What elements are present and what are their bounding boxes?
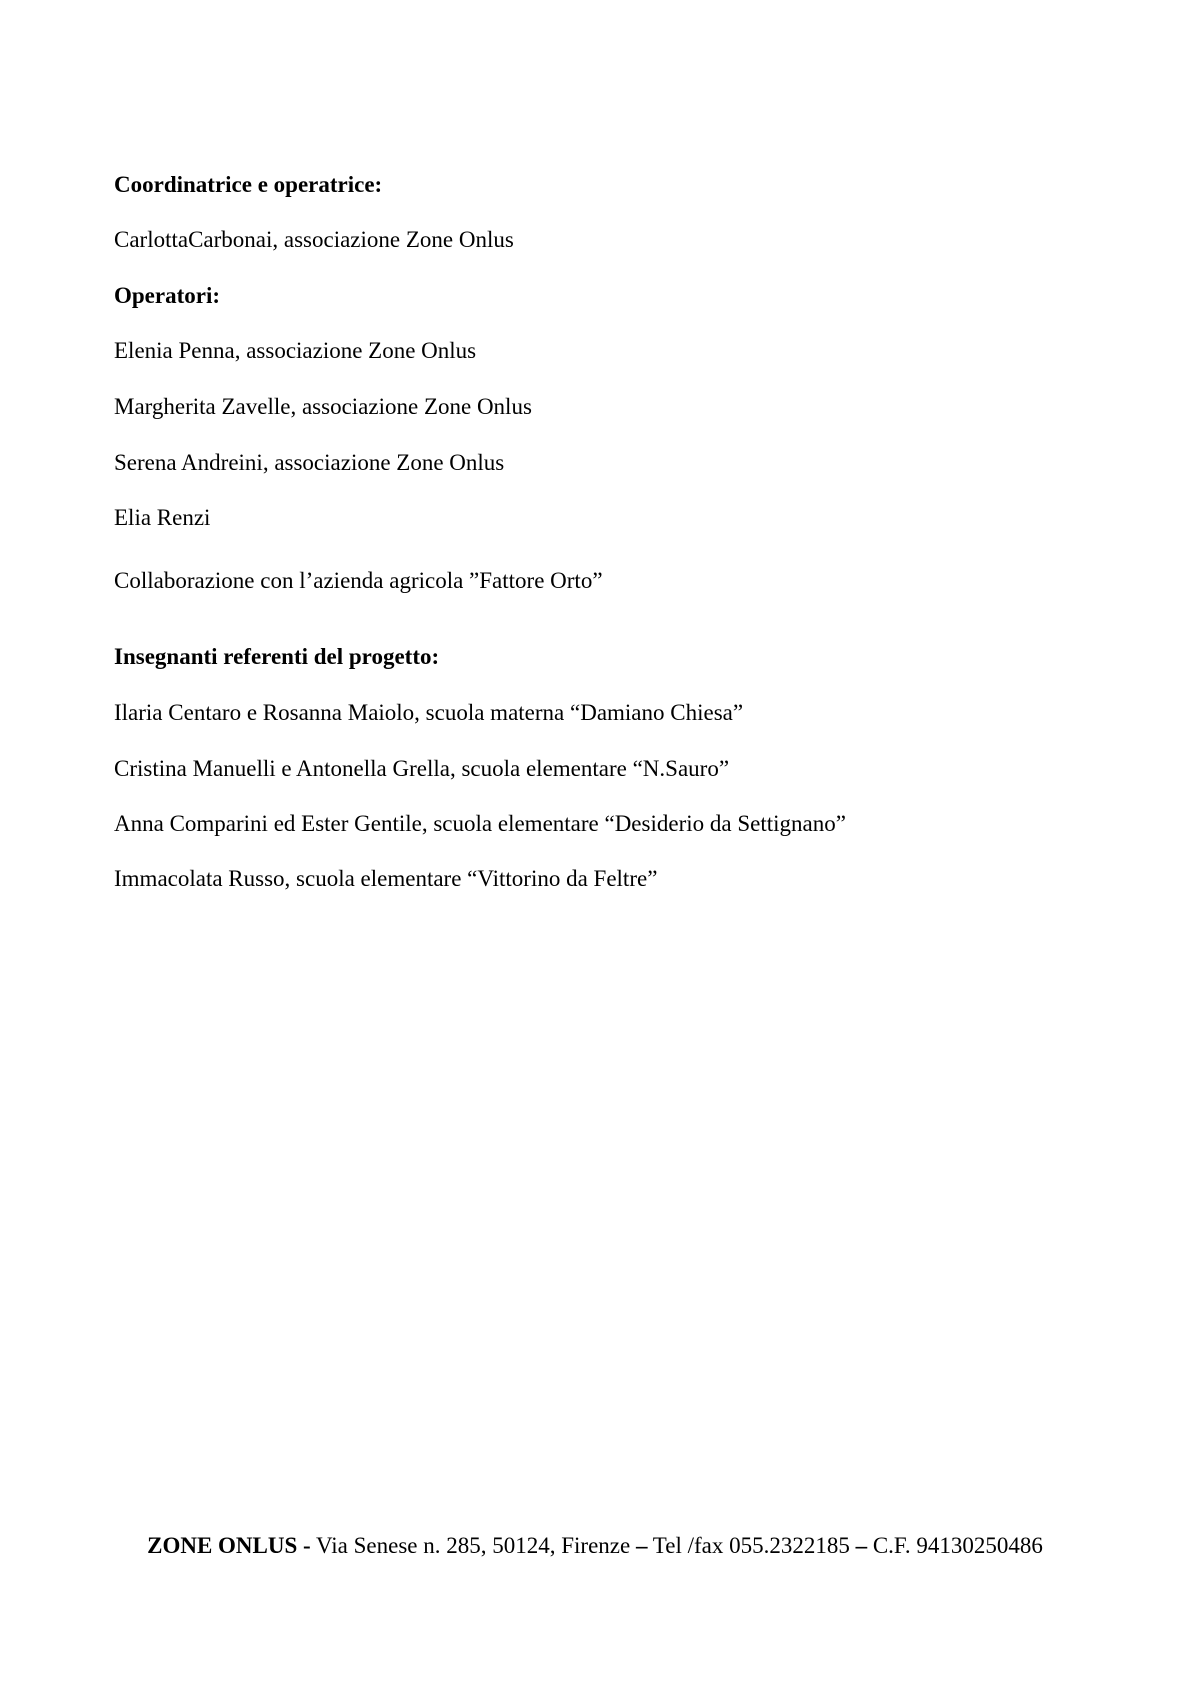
footer-address: Via Senese n. 285, 50124, Firenze (310, 1533, 636, 1558)
footer-separator: – (635, 1533, 648, 1558)
operatore-item: Serena Andreini, associazione Zone Onlus (114, 450, 505, 475)
operatore-item: Margherita Zavelle, associazione Zone Onlus (114, 394, 532, 419)
collaborazione-text: Collaborazione con l’azienda agricola ”Fattore Orto” (114, 568, 603, 593)
insegnante-item: Cristina Manuelli e Antonella Grella, scuola elementare “N.Sauro” (114, 756, 730, 781)
coordinatrice-item: CarlottaCarbonai, associazione Zone Onlus (114, 227, 514, 252)
insegnante-item: Anna Comparini ed Ester Gentile, scuola elementare “Desiderio da Settignano” (114, 811, 846, 836)
section-heading-insegnanti: Insegnanti referenti del progetto: (114, 644, 440, 669)
section-heading-operatori: Operatori: (114, 283, 221, 308)
footer-tax-code: C.F. 94130250486 (867, 1533, 1043, 1558)
insegnante-item: Ilaria Centaro e Rosanna Maiolo, scuola materna “Damiano Chiesa” (114, 700, 744, 725)
footer-phone: Tel /fax 055.2322185 (647, 1533, 856, 1558)
operatore-item: Elia Renzi (114, 505, 211, 530)
footer-org-name: ZONE ONLUS - (147, 1533, 311, 1558)
footer-separator: – (855, 1533, 868, 1558)
insegnante-item: Immacolata Russo, scuola elementare “Vittorino da Feltre” (114, 866, 658, 891)
operatore-item: Elenia Penna, associazione Zone Onlus (114, 338, 477, 363)
section-heading-coordinatrice: Coordinatrice e operatrice: (114, 172, 383, 197)
page-footer (0, 1532, 1190, 1560)
